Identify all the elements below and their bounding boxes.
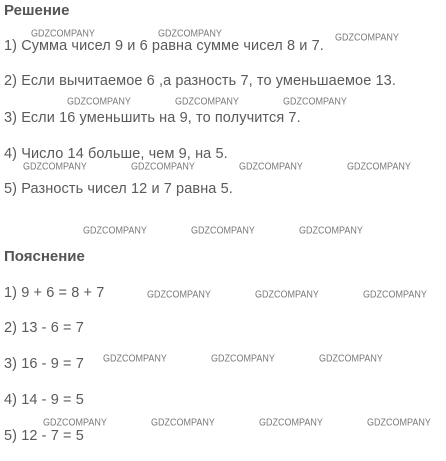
watermark-text: GDZCOMPANY <box>158 27 222 39</box>
solution-heading: Решение <box>4 2 70 19</box>
watermark-text: GDZCOMPANY <box>147 288 211 300</box>
explanation-line-1: 1) 9 + 6 = 8 + 7 <box>4 285 105 301</box>
watermark-text: GDZCOMPANY <box>367 416 431 428</box>
watermark-text: GDZCOMPANY <box>363 288 427 300</box>
watermark-text: GDZCOMPANY <box>335 31 399 43</box>
watermark-text: GDZCOMPANY <box>175 95 239 107</box>
watermark-text: GDZCOMPANY <box>259 416 323 428</box>
watermark-text: GDZCOMPANY <box>347 160 411 172</box>
explanation-line-5: 5) 12 - 7 = 5 <box>4 428 84 444</box>
watermark-text: GDZCOMPANY <box>83 224 147 236</box>
watermark-text: GDZCOMPANY <box>239 160 303 172</box>
solution-line-3: 3) Если 16 уменьшить на 9, то получится 7. <box>4 110 301 126</box>
watermark-text: GDZCOMPANY <box>283 95 347 107</box>
watermark-text: GDZCOMPANY <box>211 352 275 364</box>
watermark-text: GDZCOMPANY <box>151 416 215 428</box>
explanation-heading: Пояснение <box>4 248 85 265</box>
watermark-text: GDZCOMPANY <box>131 160 195 172</box>
watermark-text: GDZCOMPANY <box>319 352 383 364</box>
watermark-text: GDZCOMPANY <box>67 95 131 107</box>
explanation-line-3: 3) 16 - 9 = 7 <box>4 356 84 372</box>
watermark-text: GDZCOMPANY <box>255 288 319 300</box>
watermark-text: GDZCOMPANY <box>43 416 107 428</box>
watermark-text: GDZCOMPANY <box>299 224 363 236</box>
explanation-line-2: 2) 13 - 6 = 7 <box>4 320 84 336</box>
explanation-line-4: 4) 14 - 9 = 5 <box>4 392 84 408</box>
solution-line-4: 4) Число 14 больше, чем 9, на 5. <box>4 146 228 162</box>
watermark-text: GDZCOMPANY <box>31 27 95 39</box>
solution-line-5: 5) Разность чисел 12 и 7 равна 5. <box>4 181 233 197</box>
solution-line-1: 1) Сумма чисел 9 и 6 равна сумме чисел 8 и 7. <box>4 38 324 54</box>
watermark-text: GDZCOMPANY <box>191 224 255 236</box>
solution-line-2: 2) Если вычитаемое 6 ,а разность 7, то уменьшаемое 13. <box>4 73 396 89</box>
watermark-text: GDZCOMPANY <box>103 352 167 364</box>
watermark-text: GDZCOMPANY <box>23 160 87 172</box>
